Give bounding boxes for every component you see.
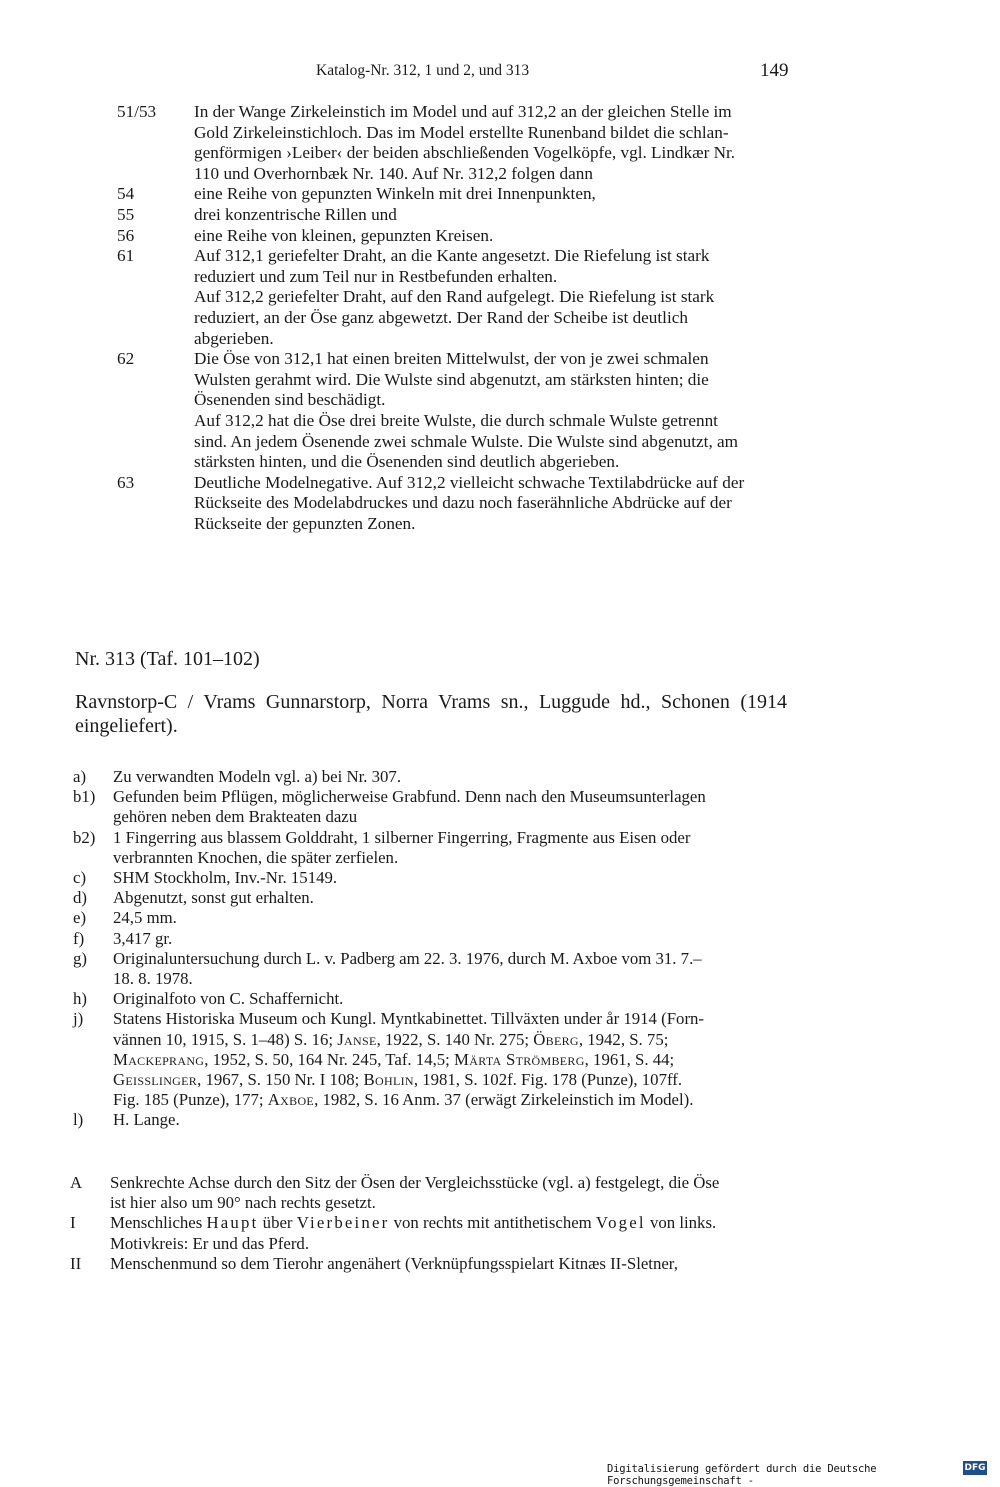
text-fragment: , 1961, S. 44;	[584, 1049, 675, 1069]
funding-notice: Digitalisierung gefördert durch die Deutsche Forschungsgemeinschaft -	[607, 1463, 877, 1487]
text-line: Statens Historiska Museum och Kungl. Myntkabinettet. Tillväxten under år 1914 (Forn-	[113, 1009, 705, 1029]
detail-key: h)	[73, 989, 87, 1009]
author-name: Janse	[337, 1029, 377, 1049]
catalog-text	[194, 184, 797, 205]
text-line: Rückseite des Modelabdruckes und dazu noch faserähnliche Abdrücke auf der	[194, 493, 732, 513]
detail-key: c)	[73, 868, 87, 888]
text-line: gehören neben dem Brakteaten dazu	[113, 807, 358, 827]
spaced-term: Vierbeiner	[296, 1213, 390, 1233]
detail-key: j)	[73, 1009, 84, 1029]
text-line: Ösenenden sind beschädigt.	[194, 390, 386, 410]
text-line: Abgenutzt, sonst gut erhalten.	[113, 888, 314, 908]
analysis-item	[70, 1213, 788, 1253]
analysis-text	[110, 1254, 788, 1274]
catalog-number: 51/53	[117, 102, 157, 121]
catalog-number: 55	[117, 204, 135, 224]
text-line: In der Wange Zirkeleinstich im Model und auf 312,2 an der gleichen Stelle im	[194, 102, 732, 121]
page-header	[0, 62, 1000, 86]
detail-item	[73, 868, 788, 888]
detail-key: b2)	[73, 827, 96, 847]
detail-item	[73, 989, 788, 1009]
text-line: Gold Zirkeleinstichloch. Das im Model erstellte Runenband bildet die schlan-	[194, 122, 729, 142]
text-fragment: über	[258, 1213, 297, 1233]
detail-key: g)	[73, 948, 87, 968]
detail-text	[113, 888, 788, 908]
text-line	[113, 1070, 788, 1090]
text-line: eine Reihe von kleinen, gepunzten Kreisen.	[194, 225, 494, 245]
text-line	[113, 1030, 788, 1050]
detail-text	[113, 908, 788, 928]
analysis-key: II	[70, 1253, 82, 1273]
catalog-text	[194, 205, 797, 226]
catalog-number: 63	[117, 472, 135, 492]
text-fragment: Menschliches	[110, 1213, 207, 1233]
details-list	[73, 767, 788, 1131]
text-line: Motivkreis: Er und das Pferd.	[110, 1233, 310, 1253]
text-line: Originalfoto von C. Schaffernicht.	[113, 989, 344, 1009]
author-name: Bohlin	[363, 1070, 414, 1090]
detail-key: e)	[73, 908, 87, 928]
detail-item	[73, 929, 788, 949]
detail-text	[113, 929, 788, 949]
catalog-notes	[117, 102, 797, 534]
analysis-list	[70, 1173, 788, 1274]
detail-item	[73, 908, 788, 928]
text-line: 18. 8. 1978.	[113, 969, 193, 989]
detail-key: f)	[73, 928, 85, 948]
text-line: Auf 312,1 geriefelter Draht, an die Kante angesetzt. Die Riefelung ist stark	[194, 246, 710, 266]
detail-text	[113, 1110, 788, 1130]
detail-key: d)	[73, 888, 87, 908]
text-line: Auf 312,2 geriefelter Draht, auf den Rand aufgelegt. Die Riefelung ist stark	[194, 287, 715, 307]
text-line	[113, 1090, 788, 1110]
text-line: Wulsten gerahmt wird. Die Wulste sind abgenutzt, am stärksten hinten; die	[194, 369, 709, 389]
detail-item	[73, 888, 788, 908]
text-line: 3,417 gr.	[113, 928, 173, 948]
detail-item	[73, 787, 788, 827]
detail-item	[73, 828, 788, 868]
catalog-number: 62	[117, 349, 135, 369]
catalog-entry	[117, 246, 797, 349]
detail-text	[113, 787, 788, 827]
detail-key: a)	[73, 767, 87, 786]
dfg-logo-icon: DFG	[964, 1463, 986, 1473]
text-line: Auf 312,2 hat die Öse drei breite Wulste, die durch schmale Wulste getrennt	[194, 410, 718, 430]
catalog-entry	[117, 226, 797, 247]
catalog-number: 61	[117, 246, 135, 266]
text-line: Zu verwandten Modeln vgl. a) bei Nr. 307.	[113, 767, 402, 786]
detail-text	[113, 949, 788, 989]
text-fragment: , 1967, S. 150 Nr. I 108;	[197, 1070, 364, 1090]
author-name: Axboe	[267, 1090, 315, 1110]
analysis-text	[110, 1213, 788, 1253]
text-fragment: , 1942, S. 75;	[578, 1029, 669, 1049]
text-line: stärksten hinten, und die Ösenenden sind deutlich abgerieben.	[194, 452, 620, 472]
text-line: Die Öse von 312,1 hat einen breiten Mittelwulst, der von je zwei schmalen	[194, 349, 709, 369]
detail-item	[73, 949, 788, 989]
catalog-entry	[117, 205, 797, 226]
text-line: verbrannten Knochen, die später zerfielen.	[113, 847, 399, 867]
detail-item	[73, 1110, 788, 1130]
text-line: Gefunden beim Pflügen, möglicherweise Grabfund. Denn nach den Museumsunterlagen	[113, 787, 706, 807]
catalog-entry	[117, 102, 797, 184]
text-line: Deutliche Modelnegative. Auf 312,2 vielleicht schwache Textilabdrücke auf der	[194, 472, 745, 492]
catalog-text	[194, 226, 797, 247]
spaced-term: Haupt	[206, 1213, 259, 1233]
text-line: Menschenmund so dem Tierohr angenähert (Verknüpfungsspielart Kitnæs II-Sletner,	[110, 1253, 678, 1273]
page-number: 149	[760, 60, 789, 81]
author-name: Geisslinger	[113, 1070, 198, 1090]
catalog-number: 56	[117, 225, 135, 245]
text-line: genförmigen ›Leiber‹ der beiden abschließenden Vogelköpfe, vgl. Lindkær Nr.	[194, 143, 736, 163]
detail-key: l)	[73, 1110, 84, 1130]
text-line: 24,5 mm.	[113, 908, 177, 928]
text-line	[110, 1213, 788, 1233]
text-line: reduziert und zum Teil nur in Restbefunden erhalten.	[194, 266, 558, 286]
analysis-key: I	[70, 1213, 76, 1233]
analysis-key: A	[70, 1173, 83, 1192]
text-line: eine Reihe von gepunzten Winkeln mit drei Innenpunkten,	[194, 184, 596, 204]
detail-text	[113, 868, 788, 888]
text-fragment: , 1981, S. 102f. Fig. 178 (Punze), 107ff.	[413, 1070, 683, 1090]
text-line: Rückseite der gepunzten Zonen.	[194, 513, 416, 533]
detail-text	[113, 828, 788, 868]
text-line: Senkrechte Achse durch den Sitz der Ösen der Vergleichsstücke (vgl. a) festgelegt, die Öse	[110, 1173, 720, 1192]
text-fragment: von rechts mit antithetischem	[389, 1213, 596, 1233]
catalog-entry	[117, 349, 797, 473]
catalog-text	[194, 246, 797, 349]
detail-key: b1)	[73, 787, 96, 807]
catalog-text	[194, 349, 797, 473]
text-line: Originaluntersuchung durch L. v. Padberg am 22. 3. 1976, durch M. Axboe vom 31. 7.–	[113, 948, 702, 968]
analysis-item	[70, 1173, 788, 1213]
detail-item	[73, 767, 788, 787]
detail-text	[113, 767, 788, 787]
analysis-item	[70, 1254, 788, 1274]
text-fragment: vännen 10, 1915, S. 1–48) S. 16;	[113, 1029, 338, 1049]
text-fragment: , 1922, S. 140 Nr. 275;	[376, 1029, 534, 1049]
text-fragment: , 1952, S. 50, 164 Nr. 245, Taf. 14,5;	[204, 1049, 455, 1069]
text-line: reduziert, an der Öse ganz abgewetzt. Der Rand der Scheibe ist deutlich	[194, 307, 688, 327]
catalog-number: 54	[117, 184, 135, 204]
text-line: 110 und Overhornbæk Nr. 140. Auf Nr. 312,2 folgen dann	[194, 163, 593, 183]
text-line	[113, 1050, 788, 1070]
text-line: drei konzentrische Rillen und	[194, 204, 397, 224]
spaced-term: Vogel	[595, 1213, 646, 1233]
text-fragment: , 1982, S. 16 Anm. 37 (erwägt Zirkeleinstich im Model).	[314, 1090, 694, 1110]
text-fragment: von links.	[645, 1213, 717, 1233]
catalog-text	[194, 473, 797, 535]
text-line: abgerieben.	[194, 328, 274, 348]
text-line: H. Lange.	[113, 1110, 180, 1130]
entry-location: Ravnstorp-C / Vrams Gunnarstorp, Norra Vrams sn., Luggude hd., Schonen (1914 eingeliefert).	[75, 691, 787, 737]
catalog-entry	[117, 473, 797, 535]
literature-item	[73, 1009, 788, 1110]
text-line: 1 Fingerring aus blassem Golddraht, 1 silberner Fingerring, Fragmente aus Eisen oder	[113, 827, 691, 847]
author-name: Öberg	[533, 1029, 579, 1049]
running-title: Katalog-Nr. 312, 1 und 2, und 313	[316, 62, 530, 79]
text-line: SHM Stockholm, Inv.-Nr. 15149.	[113, 868, 338, 888]
entry-number: Nr. 313 (Taf. 101–102)	[75, 648, 260, 670]
text-fragment: Fig. 185 (Punze), 177;	[113, 1090, 268, 1110]
literature-text	[113, 1009, 788, 1110]
author-name: Märta Strömberg	[454, 1049, 585, 1069]
analysis-text	[110, 1173, 788, 1213]
catalog-entry	[117, 184, 797, 205]
author-name: Mackeprang	[113, 1049, 205, 1069]
text-line: ist hier also um 90° nach rechts gesetzt.	[110, 1193, 376, 1213]
detail-text	[113, 989, 788, 1009]
catalog-text	[194, 102, 797, 184]
text-line: sind. An jedem Ösenende zwei schmale Wulste. Die Wulste sind abgenutzt, am	[194, 431, 739, 451]
